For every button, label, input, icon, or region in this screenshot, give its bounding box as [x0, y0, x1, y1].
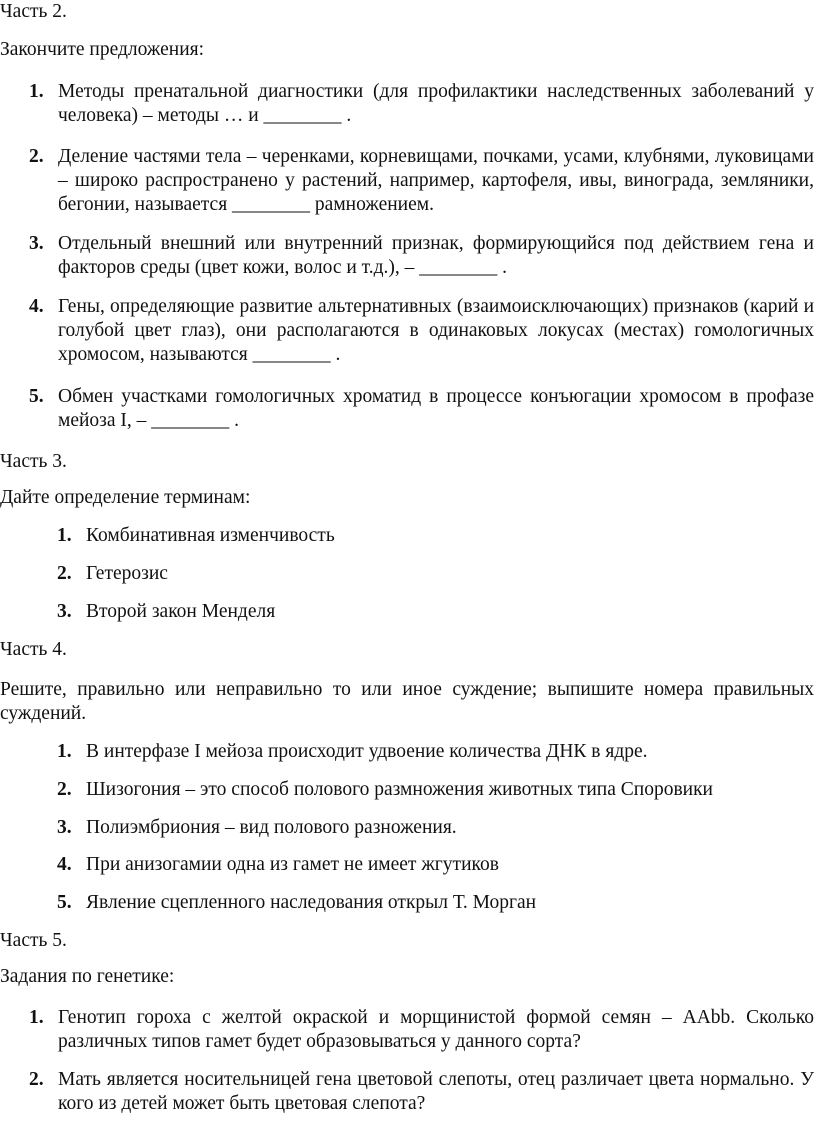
item-number: 3. — [29, 233, 44, 254]
item-text: Обмен участками гомологичных хроматид в процессе конъюгации хромосом в профазе мейоза I, – ________ . — [58, 386, 814, 431]
item-text: Полиэмбриония – вид полового разножения. — [86, 817, 457, 838]
item-number: 2. — [29, 146, 44, 167]
item-number: 3. — [57, 817, 72, 838]
item-text: В интерфазе I мейоза происходит удвоение количества ДНК в ядре. — [86, 741, 648, 762]
item-number: 1. — [57, 525, 72, 546]
item-text: Комбинативная изменчивость — [86, 525, 335, 546]
item-number: 1. — [57, 741, 72, 762]
item-text: Гены, определяющие развитие альтернативных (взаимоисключающих) признаков (карий и голубой цвет глаз), они располагаются в одинаковых локусах (местах) гомологичных хромосом, называются ________ . — [58, 296, 814, 365]
item-text: При анизогамии одна из гамет не имеет жгутиков — [86, 854, 499, 875]
item-text: Деление частями тела – черенками, корневищами, почками, усами, клубнями, луковицами – широко распространено у растений, например, картофеля, ивы, винограда, земляники, бегонии, называется ________ рамножением. — [58, 146, 814, 215]
part3-heading: Часть 3. — [0, 451, 67, 472]
item-number: 5. — [57, 892, 72, 913]
item-number: 4. — [57, 854, 72, 875]
part5-instruction: Задания по генетике: — [0, 966, 175, 987]
item-number: 1. — [29, 1007, 44, 1028]
part2-instruction: Закончите предложения: — [0, 39, 205, 60]
item-text: Гетерозис — [86, 563, 168, 584]
item-number: 2. — [29, 1069, 44, 1090]
item-text: Шизогония – это способ полового размножения животных типа Споровики — [86, 779, 713, 800]
part2-heading: Часть 2. — [0, 1, 67, 22]
part4-instruction: Решите, правильно или неправильно то или иное суждение; выпишите номера правильных суждений. — [0, 679, 814, 724]
item-number: 5. — [29, 386, 44, 407]
item-number: 4. — [29, 296, 44, 317]
part3-instruction: Дайте определение терминам: — [0, 487, 251, 508]
item-text: Явление сцепленного наследования открыл Т. Морган — [86, 892, 537, 913]
item-number: 2. — [57, 563, 72, 584]
item-text: Мать является носительницей гена цветовой слепоты, отец различает цвета нормально. У кого из детей может быть цветовая слепота? — [58, 1069, 814, 1114]
item-text: Второй закон Менделя — [86, 601, 276, 622]
item-number: 1. — [29, 81, 44, 102]
item-number: 2. — [57, 779, 72, 800]
item-text: Методы пренатальной диагностики (для профилактики наследственных заболеваний у человека) – методы … и ________ . — [58, 81, 814, 126]
item-number: 3. — [57, 601, 72, 622]
item-text: Отдельный внешний или внутренний признак, формирующийся под действием гена и факторов среды (цвет кожи, волос и т.д.), – ________ . — [58, 233, 814, 278]
part5-heading: Часть 5. — [0, 930, 67, 951]
item-text: Генотип гороха с желтой окраской и морщинистой формой семян – AAbb. Сколько различных типов гамет будет образовываться у данного сорта? — [58, 1007, 814, 1052]
part4-heading: Часть 4. — [0, 639, 67, 660]
